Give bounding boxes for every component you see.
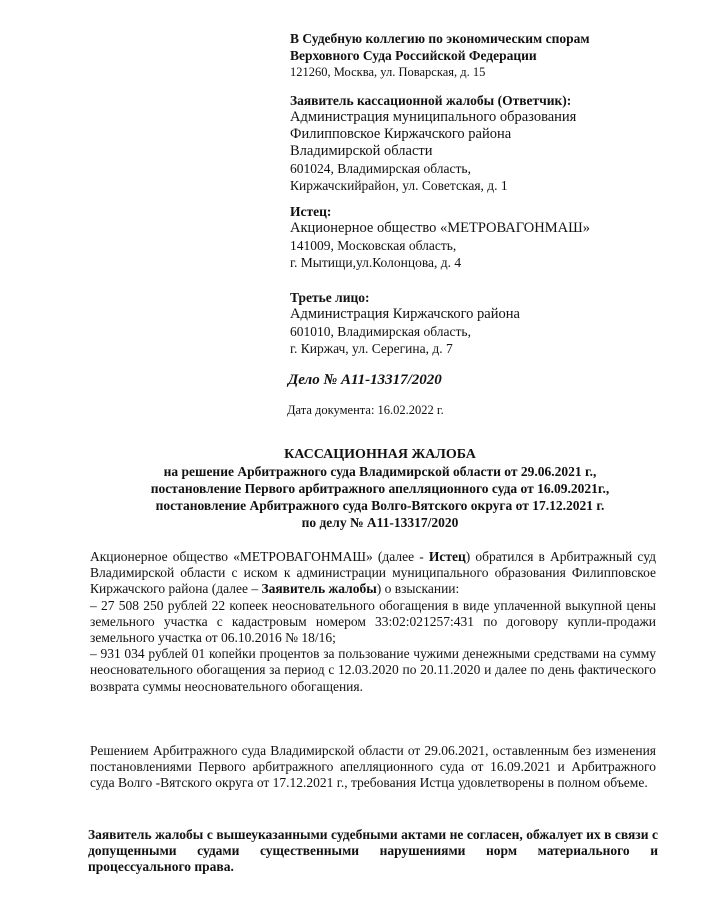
claim-item-1: – 27 508 250 рублей 22 копеек неосновательного обогащения в виде уплаченной выкупной цены земельного участка с кадастровым номером 33:02:021257:431 по договору купли-продажи земельного участка от 06.10.2016 № 18/16;: [90, 597, 656, 646]
p1-text-a: Акционерное общество «МЕТРОВАГОНМАШ» (далее -: [90, 549, 429, 564]
third-party-address-1: 601010, Владимирская область,: [290, 324, 471, 339]
plaintiff-address-1: 141009, Московская область,: [290, 238, 457, 253]
plaintiff-block: [290, 203, 590, 271]
court-address: 121260, Москва, ул. Поварская, д. 15: [290, 65, 486, 79]
applicant-block: [290, 92, 576, 194]
title-line-4: по делу № А11-13317/2020: [301, 515, 459, 530]
p1-bold-applicant: Заявитель жалобы: [261, 581, 377, 597]
claim-item-2: – 931 034 рублей 01 копейки процентов за пользование чужими денежными средствами на сумму неосновательного обогащения за период с 12.03.2020 по 20.11.2020 и далее по день фактического возврата суммы неосновательного обогащения.: [90, 646, 656, 694]
case-number: Дело № А11-13317/2020: [288, 372, 442, 388]
document-title: [60, 446, 700, 531]
applicant-address-1: 601024, Владимирская область,: [290, 161, 471, 176]
p1-text-e: ) о взыскании:: [376, 581, 460, 597]
paragraph-3: [88, 827, 658, 876]
applicant-heading: Заявитель кассационной жалобы (Ответчик):: [290, 93, 572, 108]
plaintiff-name: Акционерное общество «МЕТРОВАГОНМАШ»: [290, 220, 590, 236]
third-party-heading: Третье лицо:: [290, 290, 370, 305]
applicant-name-1: Администрация муниципального образования: [290, 109, 577, 125]
court-block: [290, 30, 590, 81]
third-party-block: [290, 289, 520, 357]
plaintiff-address-2: г. Мытищи,ул.Колонцова, д. 4: [290, 255, 462, 270]
p1-bold-plaintiff: Истец: [428, 549, 466, 564]
court-line-2: Верховного Суда Российской Федерации: [290, 48, 537, 63]
p1-text-c: ) обратился в Арбитражный суд Владимирской области с иском к администрации муниципального образования Филипповское Киржачского района (далее –: [90, 549, 656, 597]
third-party-name: Администрация Киржачского района: [290, 306, 520, 322]
paragraph-1-intro: [90, 549, 656, 598]
document-date: Дата документа: 16.02.2022 г.: [287, 403, 444, 417]
paragraph-2: [90, 743, 656, 792]
paragraph-2-text: Решением Арбитражного суда Владимирской области от 29.06.2021, оставленным без изменения постановлениями Первого арбитражного апелляционного суда от 16.09.2021 и Арбитражного суда Волго -Вятского округа от 17.12.2021 г., требования Истца удовлетворены в полном объеме.: [90, 743, 656, 791]
applicant-address-2: Киржачскийрайон, ул. Советская, д. 1: [290, 178, 508, 193]
title-line-1: на решение Арбитражного суда Владимирской области от 29.06.2021 г.,: [163, 464, 597, 479]
applicant-name-2: Филипповское Киржачского района: [290, 126, 512, 142]
third-party-address-2: г. Киржач, ул. Серегина, д. 7: [290, 341, 453, 356]
applicant-name-3: Владимирской области: [290, 143, 433, 159]
paragraph-3-text: Заявитель жалобы с вышеуказанными судебными актами не согласен, обжалует их в связи с допущенными судами существенными нарушениями норм материального и процессуального права.: [88, 827, 658, 875]
title-main: КАССАЦИОННАЯ ЖАЛОБА: [284, 447, 476, 462]
court-line-1: В Судебную коллегию по экономическим спорам: [290, 31, 590, 46]
title-line-2: постановление Первого арбитражного апелляционного суда от 16.09.2021г.,: [150, 481, 610, 496]
paragraph-1: [90, 549, 656, 695]
plaintiff-heading: Истец:: [290, 204, 332, 219]
title-line-3: постановление Арбитражного суда Волго-Вятского округа от 17.12.2021 г.: [155, 498, 605, 513]
